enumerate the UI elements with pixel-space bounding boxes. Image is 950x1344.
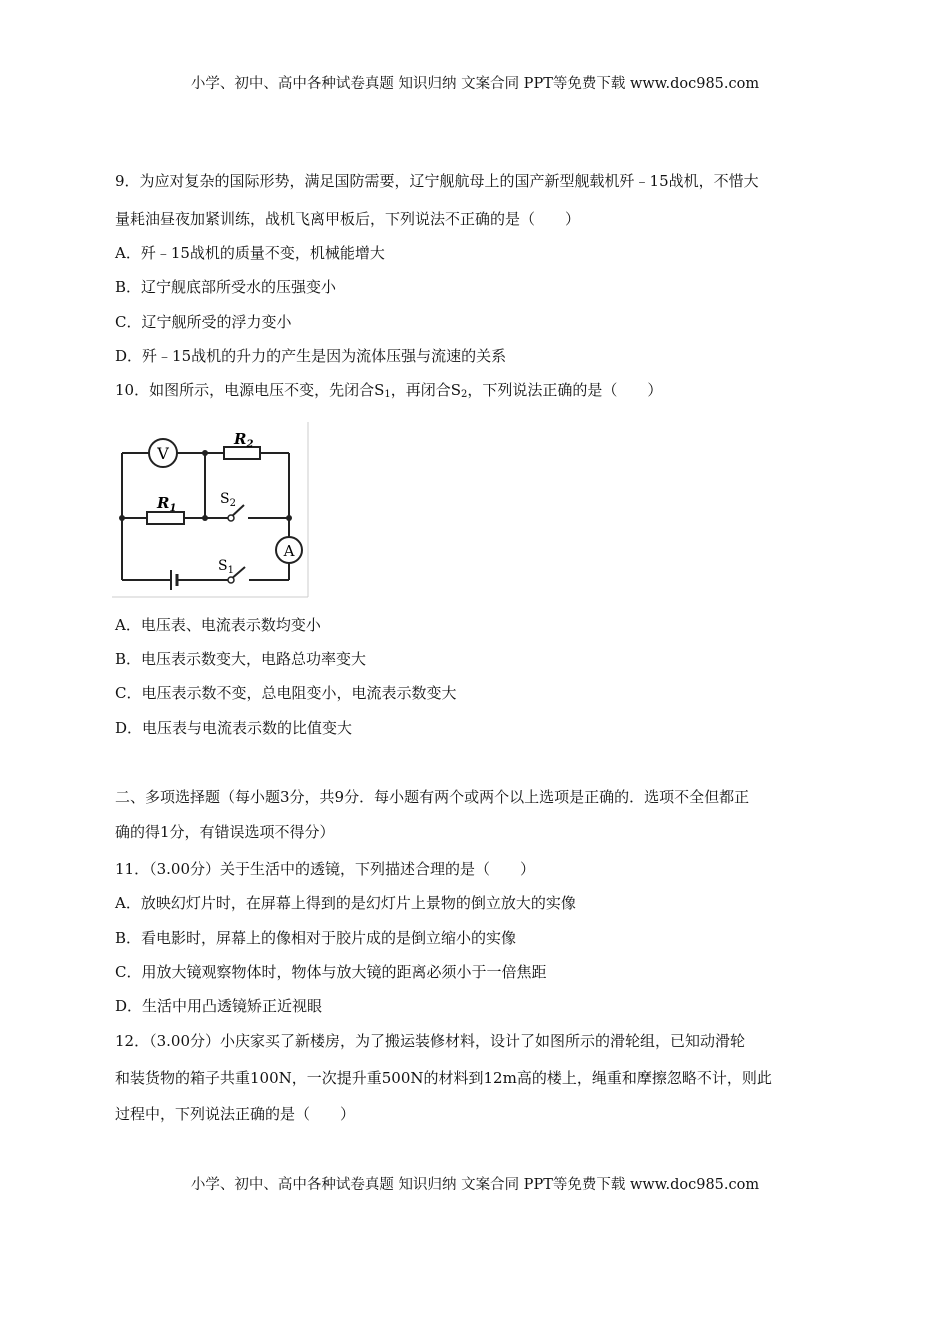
q10-option-b: B．电压表示数变大，电路总功率变大 (115, 650, 367, 668)
resistor-r1 (147, 512, 184, 524)
q12-stem-line1: 12．（3.00分）小庆家买了新楼房，为了搬运装修材料，设计了如图所示的滑轮组，已知动滑轮 (115, 1032, 745, 1050)
resistor-r2 (224, 447, 260, 459)
q9-option-a: A．歼﹣15战机的质量不变，机械能增大 (115, 244, 385, 262)
s2-label: $S_2$ (220, 491, 236, 509)
q10-option-c: C．电压表示数不变，总电阻变小，电流表示数变大 (115, 684, 457, 702)
r1-label: $R_1$ (157, 494, 177, 514)
q9-option-b: B．辽宁舰底部所受水的压强变小 (115, 278, 337, 296)
q12-stem-line2: 和装货物的箱子共重100N，一次提升重500N的材料到12m高的楼上，绳重和摩擦忽略不计，则此 (115, 1069, 772, 1087)
q11-option-a: A．放映幻灯片时，在屏幕上得到的是幻灯片上景物的倒立放大的实像 (115, 894, 576, 912)
q10-stem-mid: ，再闭合S (390, 381, 462, 399)
circuit-diagram (110, 420, 310, 600)
ammeter-label: A (283, 542, 295, 560)
q9-option-c: C．辽宁舰所受的浮力变小 (115, 313, 292, 331)
q9-stem-line1: 9．为应对复杂的国际形势，满足国防需要，辽宁舰航母上的国产新型舰载机歼﹣15战机，不惜大 (115, 172, 759, 190)
q10-s2-sub: 2 (461, 389, 468, 400)
q11-stem: 11．（3.00分）关于生活中的透镜，下列描述合理的是（ ） (115, 860, 535, 878)
q11-option-d: D．生活中用凸透镜矫正近视眼 (115, 997, 323, 1015)
section2-heading-line2: 确的得1分，有错误选项不得分） (115, 823, 335, 841)
q10-stem-pre: 10．如图所示，电源电压不变，先闭合S (115, 381, 385, 399)
r2-label: $R_2$ (234, 430, 254, 450)
q10-s1-sub: 1 (384, 389, 391, 400)
q9-stem-line2: 量耗油昼夜加紧训练，战机飞离甲板后，下列说法不正确的是（ ） (115, 210, 581, 228)
q12-stem-line3: 过程中，下列说法正确的是（ ） (115, 1105, 356, 1123)
q10-stem (115, 380, 662, 405)
q10-stem-post: ，下列说法正确的是（ ） (467, 381, 663, 399)
q11-option-c: C．用放大镜观察物体时，物体与放大镜的距离必须小于一倍焦距 (115, 963, 547, 981)
s1-label: $S_1$ (218, 558, 234, 576)
page-header: 小学、初中、高中各种试卷真题 知识归纳 文案合同 PPT等免费下载 www.doc985.com (190, 76, 760, 92)
q11-option-b: B．看电影时，屏幕上的像相对于胶片成的是倒立缩小的实像 (115, 929, 517, 947)
q10-option-d: D．电压表与电流表示数的比值变大 (115, 719, 353, 737)
battery-symbol (171, 570, 177, 590)
q9-option-d: D．歼﹣15战机的升力的产生是因为流体压强与流速的关系 (115, 347, 507, 365)
page-footer: 小学、初中、高中各种试卷真题 知识归纳 文案合同 PPT等免费下载 www.doc985.com (190, 1177, 760, 1193)
q10-option-a: A．电压表、电流表示数均变小 (115, 616, 321, 634)
section2-heading-line1: 二、多项选择题（每小题3分，共9分．每小题有两个或两个以上选项是正确的．选项不全但都正 (115, 788, 750, 806)
voltmeter-label: V (157, 444, 169, 463)
